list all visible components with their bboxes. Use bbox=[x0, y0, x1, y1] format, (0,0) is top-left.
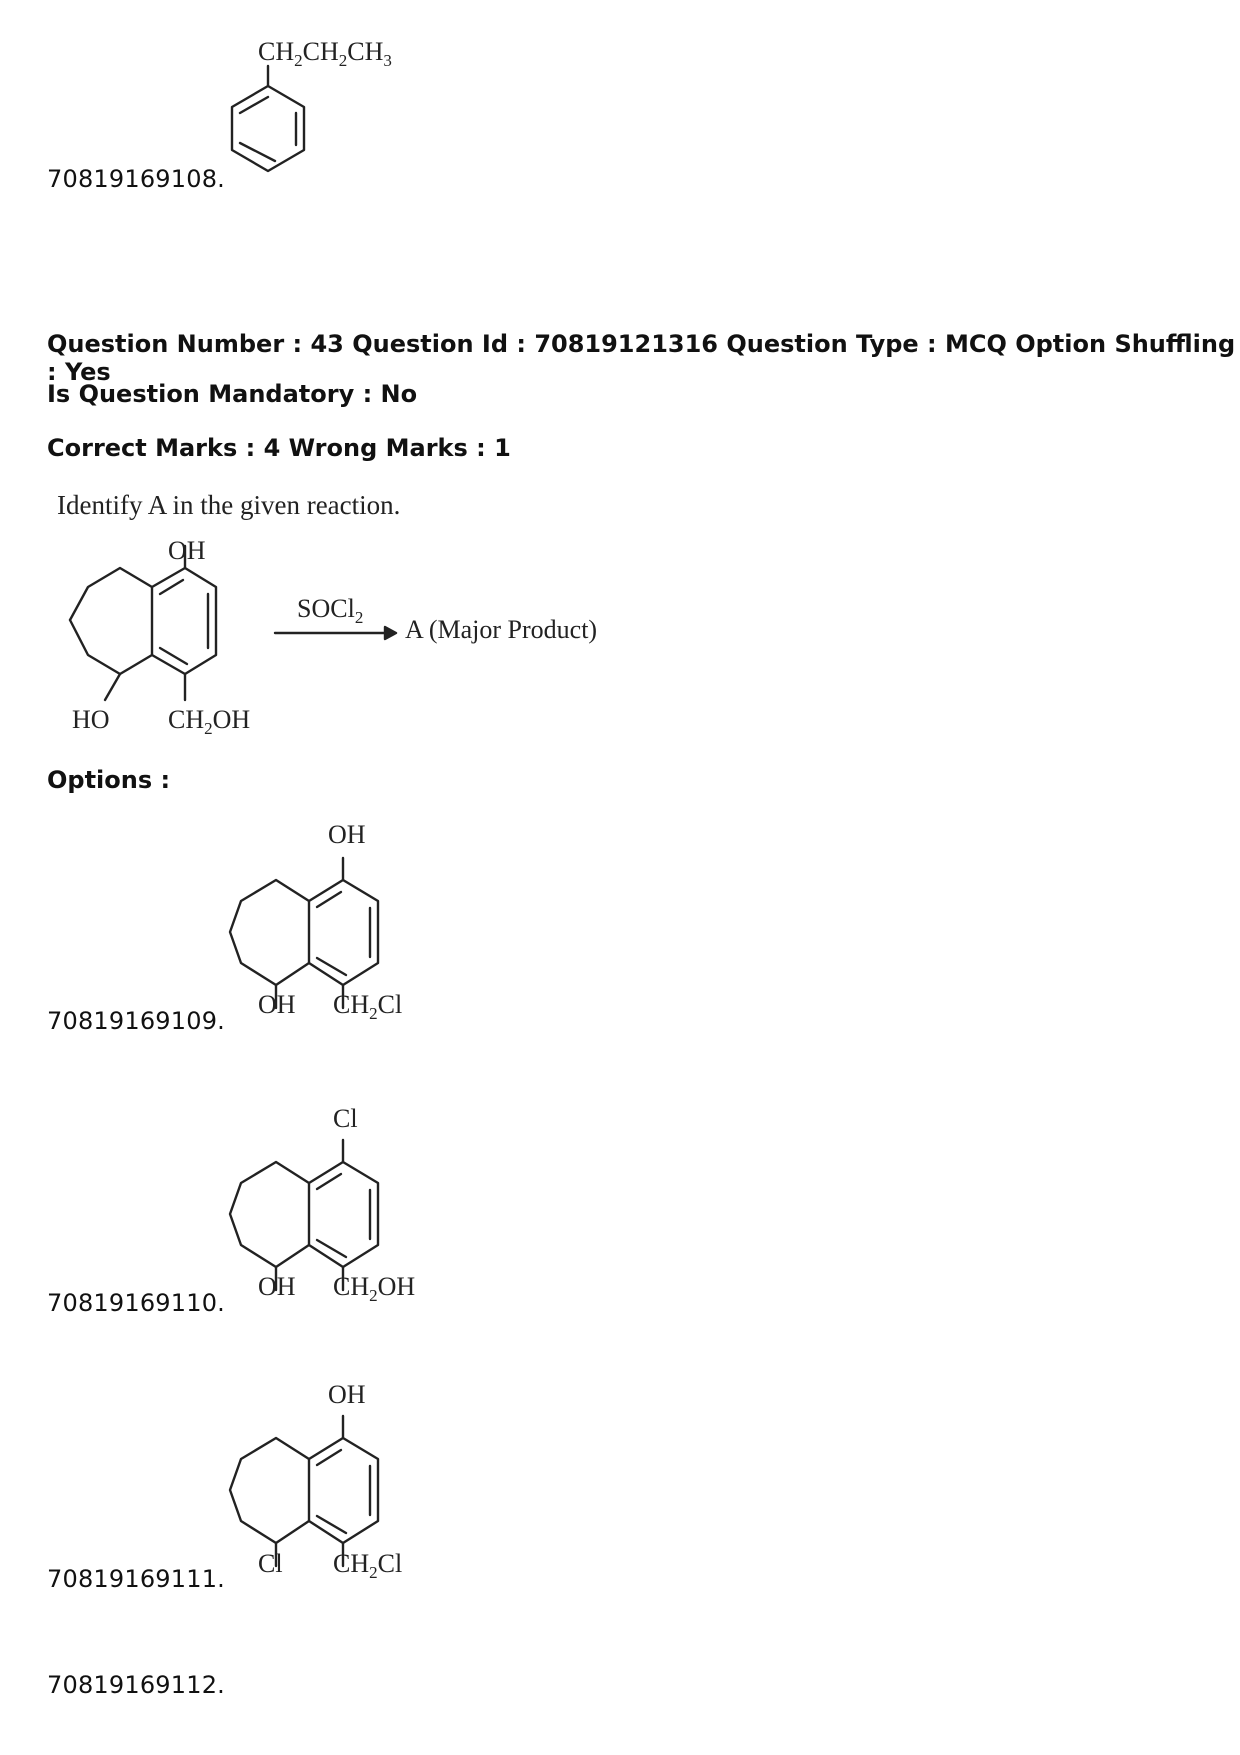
option-1-bottom-right-group: $CH_2Cl$ bbox=[333, 990, 403, 1023]
option-1-top-group: OH bbox=[328, 820, 366, 849]
propyl-substituent-label: $CH_2CH_2CH_3$ bbox=[258, 37, 392, 70]
reactant-bottom-right-group: $CH_2OH$ bbox=[168, 705, 251, 738]
option-2-top-group: Cl bbox=[333, 1104, 358, 1133]
product-label: A (Major Product) bbox=[405, 615, 598, 644]
option-2-bottom-left-group: OH bbox=[258, 1272, 296, 1301]
option-id: 70819169110. bbox=[47, 1289, 225, 1317]
reactant-top-group: OH bbox=[168, 536, 206, 565]
option-id: 70819169109. bbox=[47, 1007, 225, 1035]
option-3-top-group: OH bbox=[328, 1380, 366, 1409]
option-1-bottom-left-group: OH bbox=[258, 990, 296, 1019]
option-3-bottom-left-group: Cl bbox=[258, 1549, 283, 1578]
option-3-bottom-right-group: $CH_2Cl$ bbox=[333, 1549, 403, 1582]
option-id: 70819169108. bbox=[47, 165, 225, 193]
option-2-bottom-right-group: $CH_2OH$ bbox=[333, 1272, 416, 1305]
question-mandatory: Is Question Mandatory : No bbox=[47, 380, 418, 408]
question-stem: Identify A in the given reaction. bbox=[57, 490, 401, 520]
question-header: Question Number : 43 Question Id : 70819121316 Question Type : MCQ Option Shuffling : Yes bbox=[47, 330, 1236, 386]
reactant-bottom-left-group: HO bbox=[72, 705, 110, 734]
question-marks: Correct Marks : 4 Wrong Marks : 1 bbox=[47, 434, 511, 462]
option-id: 70819169112. bbox=[47, 1671, 225, 1699]
options-label: Options : bbox=[47, 766, 171, 794]
option-id: 70819169111. bbox=[47, 1565, 225, 1593]
reagent-label: SOCl$_2$ bbox=[297, 594, 364, 627]
